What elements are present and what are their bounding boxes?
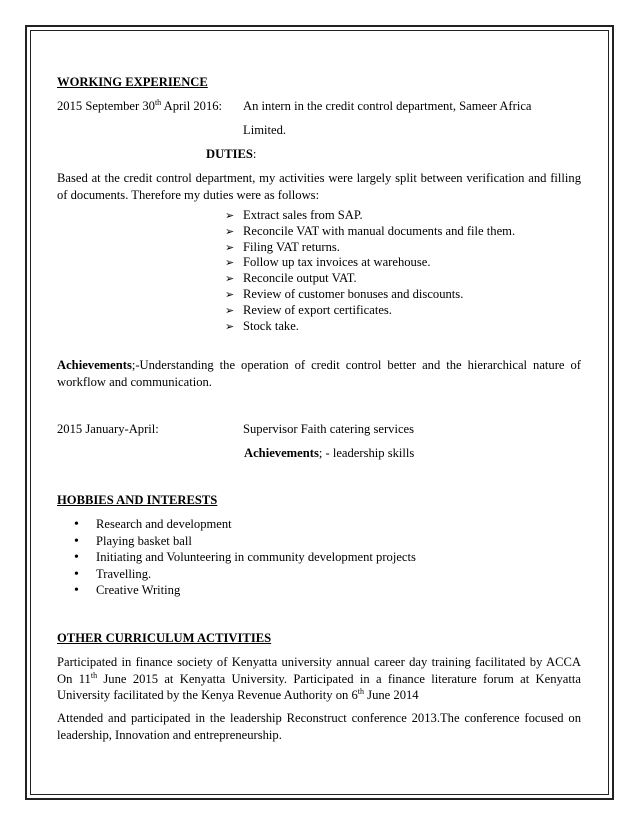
other-activities-paragraph-2: Attended and participated in the leadership Reconstruct conference 2013.The conference focused on leadership, Innovation and entrepreneurship. (57, 711, 581, 742)
job2-role: Supervisor Faith catering services (243, 422, 415, 436)
job1-role-line1: An intern in the credit control department, Sameer Africa (243, 99, 532, 113)
other-activities-heading: OTHER CURRICULUM ACTIVITIES (57, 631, 272, 645)
duties-label: DUTIES (206, 147, 253, 161)
job1-role-line2: Limited. (243, 123, 287, 137)
list-item (74, 549, 416, 566)
p1-sup-1: th (90, 670, 98, 680)
hobby-text: Creative Writing (96, 583, 181, 598)
list-item (74, 566, 416, 583)
list-item (74, 516, 416, 533)
p1-text-c: June 2014 (364, 688, 419, 702)
achievements-label: Achievements (57, 358, 132, 372)
list-item (225, 319, 515, 335)
job1-intro: Based at the credit control department, my activities were largely split between verification and filling of documents. Therefore my duties were as follows: (57, 171, 581, 202)
job1-achievements (57, 357, 581, 390)
achievements-label: Achievements (244, 446, 319, 460)
achievements-text: ;-Understanding the operation of credit control better and the hierarchical nature of workflow and communication. (57, 358, 581, 389)
job1-date-prefix: 2015 September 30 (57, 99, 155, 113)
bullet-icon: • (74, 533, 79, 549)
job1-date-suffix: April 2016: (161, 99, 223, 113)
duty-text: Review of customer bonuses and discounts. (243, 286, 464, 301)
duty-text: Stock take. (243, 318, 299, 333)
duty-text: Review of export certificates. (243, 302, 392, 317)
list-item (225, 271, 515, 287)
list-item (225, 255, 515, 271)
hobby-text: Playing basket ball (96, 533, 192, 548)
working-experience-heading: WORKING EXPERIENCE (57, 75, 208, 89)
hobby-text: Travelling. (96, 566, 152, 581)
hobby-text: Initiating and Volunteering in community development projects (96, 550, 416, 565)
list-item (225, 224, 515, 240)
duties-list (225, 208, 515, 334)
duty-text: Filing VAT returns. (243, 239, 340, 254)
job2-date: 2015 January-April: (57, 422, 159, 436)
job2-achievements (244, 445, 414, 461)
job1-date-sup: th (154, 98, 162, 107)
duty-text: Reconcile output VAT. (243, 271, 357, 286)
list-item (74, 582, 416, 599)
duties-colon: : (252, 147, 257, 161)
bullet-icon: • (74, 517, 79, 532)
hobbies-list (74, 516, 416, 599)
bullet-icon: • (74, 583, 79, 599)
arrow-bullet-icon: ➢ (225, 272, 235, 286)
arrow-bullet-icon: ➢ (225, 256, 235, 270)
job1-date (57, 98, 222, 114)
list-item (225, 303, 515, 319)
duties-heading (206, 146, 256, 162)
list-item (225, 240, 515, 256)
list-item (74, 533, 416, 550)
p1-sup-2: th (357, 687, 365, 696)
bullet-icon: • (74, 566, 79, 582)
p1-text-a: Participated in finance society of Kenyatta university annual career day training facilitated by ACCA On 11 (57, 655, 581, 686)
list-item (225, 287, 515, 303)
hobbies-heading: HOBBIES AND INTERESTS (57, 493, 218, 507)
arrow-bullet-icon: ➢ (225, 287, 235, 301)
duty-text: Reconcile VAT with manual documents and file them. (243, 223, 516, 238)
bullet-icon: • (74, 550, 79, 566)
achievements-text: ; - leadership skills (318, 446, 415, 460)
other-activities-paragraph-1 (57, 654, 581, 704)
duty-text: Follow up tax invoices at warehouse. (243, 255, 431, 270)
arrow-bullet-icon: ➢ (225, 240, 235, 254)
arrow-bullet-icon: ➢ (225, 209, 235, 222)
hobby-text: Research and development (96, 517, 232, 531)
arrow-bullet-icon: ➢ (225, 224, 235, 238)
arrow-bullet-icon: ➢ (225, 303, 235, 317)
duty-text: Extract sales from SAP. (243, 208, 363, 222)
p1-text-b: June 2015 at Kenyatta University. Participated in a finance literature forum at Kenyatta University facilitated by the Kenya Revenue Authority on 6 (57, 671, 581, 702)
list-item (225, 208, 515, 224)
arrow-bullet-icon: ➢ (225, 319, 235, 333)
